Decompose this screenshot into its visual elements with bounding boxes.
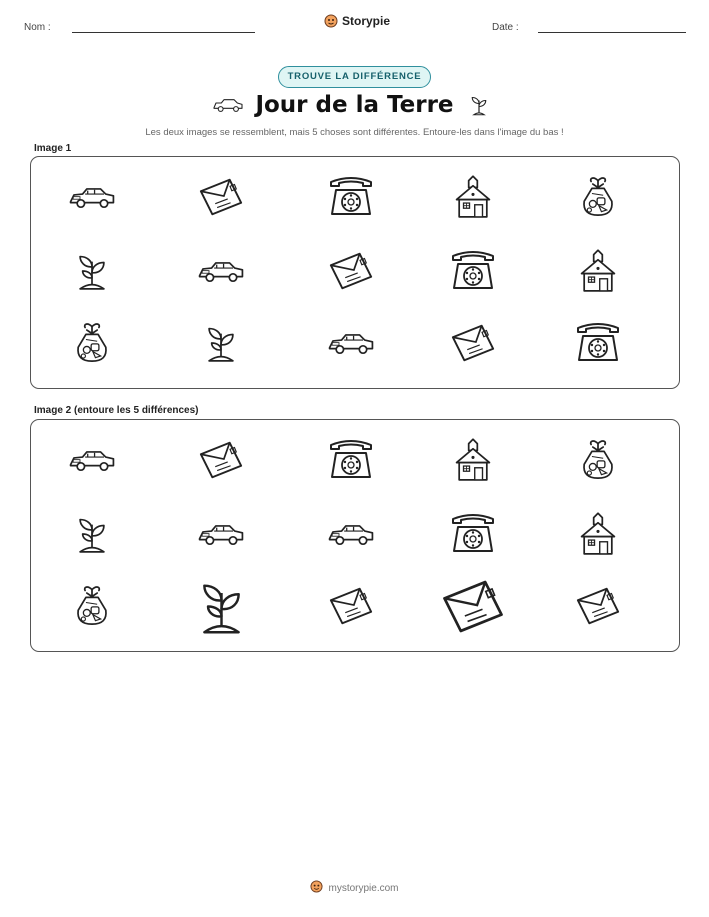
envelope-icon[interactable] [574, 584, 622, 628]
recycling-bag-icon [73, 320, 111, 366]
envelope-icon [197, 175, 245, 219]
image2-label: Image 2 (entoure les 5 différences) [34, 405, 199, 416]
seedling-icon [75, 248, 109, 294]
recycling-bag-icon[interactable] [579, 437, 617, 483]
footer [0, 880, 709, 896]
name-line[interactable] [72, 32, 255, 33]
school-house-icon[interactable] [454, 436, 492, 484]
recycling-bag-icon[interactable] [73, 583, 111, 629]
envelope-icon[interactable] [437, 578, 509, 635]
date-line[interactable] [538, 32, 686, 33]
school-house-icon [454, 173, 492, 221]
telephone-icon [574, 321, 622, 365]
telephone-icon [327, 175, 375, 219]
name-label: Nom : [24, 22, 51, 33]
activity-badge: TROUVE LA DIFFÉRENCE [278, 66, 431, 88]
page-title: Jour de la Terre [255, 92, 454, 118]
footer-mascot-icon [310, 880, 323, 896]
envelope-icon[interactable] [327, 584, 375, 628]
footer-site[interactable]: mystorypie.com [328, 882, 399, 894]
car-icon [327, 330, 375, 357]
car-icon[interactable] [327, 521, 375, 548]
envelope-icon[interactable] [197, 438, 245, 482]
car-icon [68, 184, 116, 211]
envelope-icon [327, 249, 375, 293]
recycling-bag-icon [579, 174, 617, 220]
car-icon[interactable] [197, 521, 245, 548]
seedling-icon[interactable] [75, 511, 109, 557]
car-icon [197, 258, 245, 285]
seedling-icon [204, 320, 238, 366]
envelope-icon [449, 321, 497, 365]
car-icon[interactable] [68, 447, 116, 474]
school-house-icon [579, 247, 617, 295]
seedling-icon[interactable] [197, 573, 246, 640]
telephone-icon[interactable] [449, 512, 497, 556]
image2-panel[interactable] [30, 419, 680, 652]
school-house-icon[interactable] [579, 510, 617, 558]
image1-panel [30, 156, 680, 389]
storypie-logo [324, 14, 390, 28]
title-seedling-icon [470, 93, 488, 117]
brand-name: Storypie [342, 14, 391, 28]
telephone-icon [449, 249, 497, 293]
storypie-mascot-icon [324, 14, 338, 28]
telephone-icon[interactable] [327, 438, 375, 482]
instructions-text: Les deux images se ressemblent, mais 5 choses sont différentes. Entoure-les dans l'image du bas ! [145, 127, 564, 138]
image1-label: Image 1 [34, 143, 72, 154]
date-label: Date : [492, 22, 519, 33]
